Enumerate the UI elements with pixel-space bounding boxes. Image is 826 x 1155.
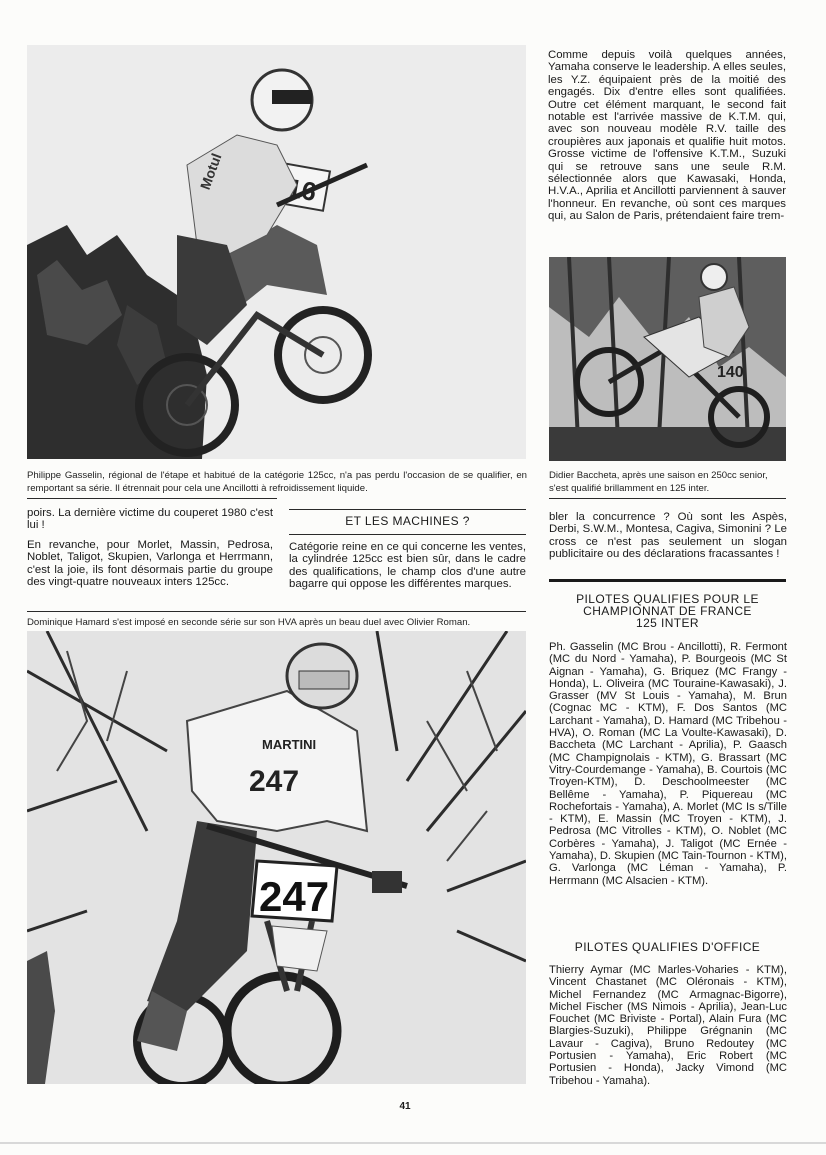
- photo-baccheta: [549, 257, 786, 461]
- qualified-heading-line2: CHAMPIONNAT DE FRANCE: [583, 604, 752, 618]
- divider-machines-top: [289, 509, 526, 510]
- page-number: 41: [399, 1101, 411, 1112]
- caption-hamard: Dominique Hamard s'est imposé en seconde série sur son HVA après un beau duel avec Olivier Roman.: [27, 617, 471, 628]
- divider-left-top: [27, 498, 277, 499]
- left-col-p2: En revanche, pour Morlet, Massin, Pedrosa, Noblet, Taligot, Skupien, Varlonga et Herrmann, c'est la joie, ils font désormais partie du groupe des vingt-quatre nouveaux inters 125cc.: [27, 539, 273, 589]
- article-right-mid: bler la concurrence ? Où sont les Aspès, Derbi, S.W.M., Montesa, Cagiva, Simonini ? Le cross ce n'est pas seulement un slogan publicitaire ou des déclarations fracassantes !: [549, 511, 787, 561]
- machines-heading: ET LES MACHINES ?: [345, 514, 470, 528]
- machines-text: Catégorie reine en ce qui concerne les ventes, la cylindrée 125cc est bien sûr, dans le cadre des qualifications, le champ clos d'une autre bagarre qui oppose les différentes marques.: [289, 541, 526, 591]
- qualified-heading-line1: PILOTES QUALIFIES POUR LE: [576, 592, 759, 606]
- qualified-heading-line3: 125 INTER: [636, 616, 699, 630]
- article-right-top: Comme depuis voilà quelques années, Yamaha conserve le leadership. A elles seules, les Y.Z. équipaient près de la moitié des engagés. Dix d'entre elles sont qualifiées. Outre cet élément marquant, le second fait notable est l'arrivée massive de K.T.M. qui, avec son nouveau modèle R.V. taille des croupières aux japonais et qualifie huit motos. Grosse victime de l'offensive K.T.M., Suzuki qui se retrouve sans une seule R.M. sélectionnée alors que Kawasaki, Honda, H.V.A., Aprilia et Ancillotti parviennent à sauver l'honneur. En revanche, où sont ces marques qui, au Salon de Paris, prétendaient faire trem-: [548, 49, 786, 223]
- photo-gasselin: [27, 45, 526, 459]
- page-bottom-edge: [0, 1142, 826, 1144]
- divider-machines-bottom: [27, 611, 526, 612]
- divider-qualified: [549, 579, 786, 582]
- divider-right-mid: [549, 498, 786, 499]
- qualified-list: Ph. Gasselin (MC Brou - Ancillotti), R. Fermont (MC du Nord - Yamaha), P. Bourgeois (MC St Aignan - Yamaha), G. Briquez (MC Frangy - Honda), L. Oliveira (MC Touraine-Kawasaki), J. Grasser (MV St Louis - Yamaha), M. Brun (Cognac MC - KTM), F. Dos Santos (MC Larchant - Yamaha), D. Hamard (MC Tribehou - HVA), O. Roman (MC La Voulte-Kawasaki), D. Baccheta (MC Larchant - Aprilia), P. Gaasch (MC Champignolais - KTM), G. Brassart (MC Vitry-Courdemange - Yamaha), B. Courtois (MC Troyen-KTM), D. Deschoolmeester (MC Bellême - Yamaha), P. Piquereau (MC Rochefortais - Yamaha), A. Morlet (MC Is s/Tille - KTM), E. Massin (MC Troyen - KTM), J. Pedrosa (MC Vitrolles - KTM), O. Noblet (MC Corbères - Yamaha), J. Taligot (MC Ernée - Yamaha), D. Skupien (MC Tain-Tournon - KTM), G. Varlonga (MC Léman - Yamaha), P. Herrmann (MC Alsacien - KTM).: [549, 641, 787, 887]
- office-list: Thierry Aymar (MC Marles-Voharies - KTM), Vincent Chastanet (MC Oléronais - KTM), Michel Fernandez (MC Armagnac-Bigorre), Michel Fischer (MS Nimois - Aprilia), Jean-Luc Fouchet (MC Briviste - Portal), Alain Fura (MC Blargies-Suzuki), Philippe Grégnanin (MC Lavaur - Cagiva), Bruno Redoutey (MC Portusien - Yamaha), Eric Robert (MC Portusien - Honda), Jacky Vimond (MC Tribehou - Yamaha).: [549, 964, 787, 1087]
- jersey-sponsor: MARTINI: [262, 737, 317, 752]
- left-col-p1: poirs. La dernière victime du couperet 1980 c'est lui !: [27, 507, 273, 532]
- office-heading: PILOTES QUALIFIES D'OFFICE: [574, 940, 761, 954]
- caption-gasselin: Philippe Gasselin, régional de l'étape et habitué de la catégorie 125cc, n'a pas perdu l'occasion de se qualifier, en remportant sa série. Il étrennait pour cela une Ancillotti à refroidissement liquide.: [27, 470, 527, 494]
- photo-hamard: [27, 631, 526, 1084]
- caption-baccheta: Didier Baccheta, après une saison en 250cc senior, s'est qualifié brillamment en 125 inter.: [549, 470, 768, 494]
- jersey-number: 247: [249, 765, 300, 798]
- sponsor-text: Motul: [196, 151, 225, 192]
- bike-number-140: 140: [717, 364, 744, 381]
- bike-number-247: 247: [259, 873, 330, 920]
- divider-machines-under: [289, 534, 526, 535]
